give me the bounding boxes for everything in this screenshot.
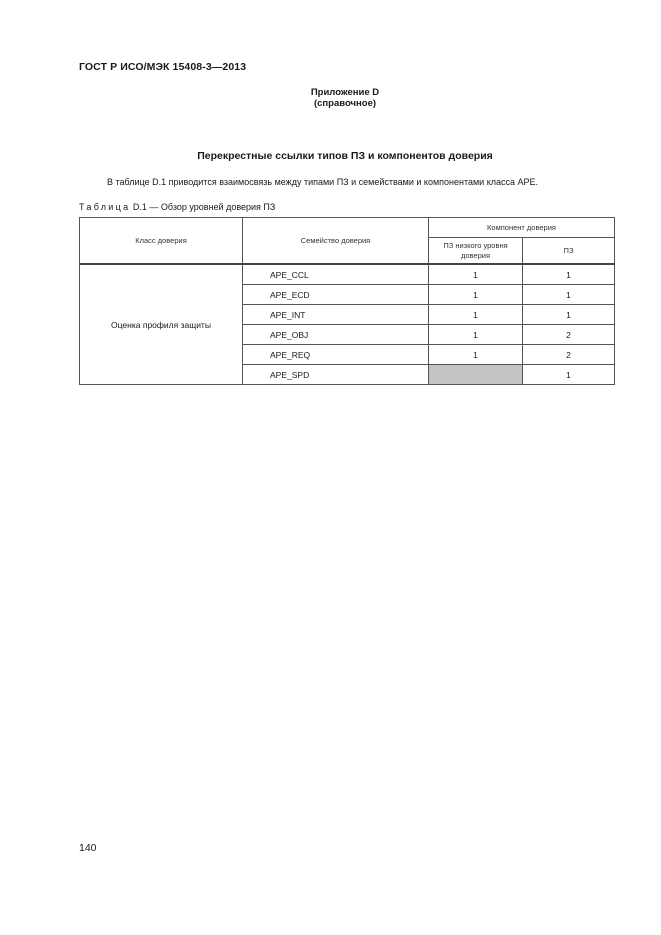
low-cell: 1	[429, 264, 523, 285]
family-cell: APE_SPD	[243, 365, 429, 385]
pp-cell: 1	[523, 264, 615, 285]
pp-cell: 1	[523, 285, 615, 305]
table-caption-text: D.1 — Обзор уровней доверия ПЗ	[130, 202, 276, 212]
low-cell: 1	[429, 345, 523, 365]
pp-cell: 1	[523, 305, 615, 325]
low-cell: 1	[429, 285, 523, 305]
page-number: 140	[79, 842, 97, 854]
standard-header: ГОСТ Р ИСО/МЭК 15408-3—2013	[79, 61, 247, 73]
low-cell-empty	[429, 365, 523, 385]
table-row	[80, 264, 615, 285]
family-cell: APE_ECD	[243, 285, 429, 305]
low-cell: 1	[429, 325, 523, 345]
annex-title: Приложение D	[310, 87, 380, 98]
header-component: Компонент доверия	[429, 218, 615, 238]
family-cell: APE_CCL	[243, 264, 429, 285]
assurance-table	[79, 217, 615, 385]
header-pp: ПЗ	[523, 238, 615, 265]
table-caption-label: Таблица	[79, 202, 131, 212]
pp-cell: 2	[523, 345, 615, 365]
section-title: Перекрестные ссылки типов ПЗ и компонентов доверия	[197, 150, 493, 162]
intro-paragraph: В таблице D.1 приводится взаимосвязь между типами ПЗ и семействами и компонентами класса АРЕ.	[107, 177, 539, 187]
pp-cell: 1	[523, 365, 615, 385]
family-cell: APE_INT	[243, 305, 429, 325]
family-cell: APE_OBJ	[243, 325, 429, 345]
header-class: Класс доверия	[80, 218, 243, 265]
family-cell: APE_REQ	[243, 345, 429, 365]
annex-heading	[0, 87, 661, 109]
header-low-assurance-pp: ПЗ низкого уровня доверия	[429, 238, 523, 265]
class-cell: Оценка профиля защиты	[80, 264, 243, 385]
table-caption	[79, 202, 275, 212]
annex-subtitle: (справочное)	[313, 98, 377, 109]
low-cell: 1	[429, 305, 523, 325]
pp-cell: 2	[523, 325, 615, 345]
header-family: Семейство доверия	[243, 218, 429, 265]
